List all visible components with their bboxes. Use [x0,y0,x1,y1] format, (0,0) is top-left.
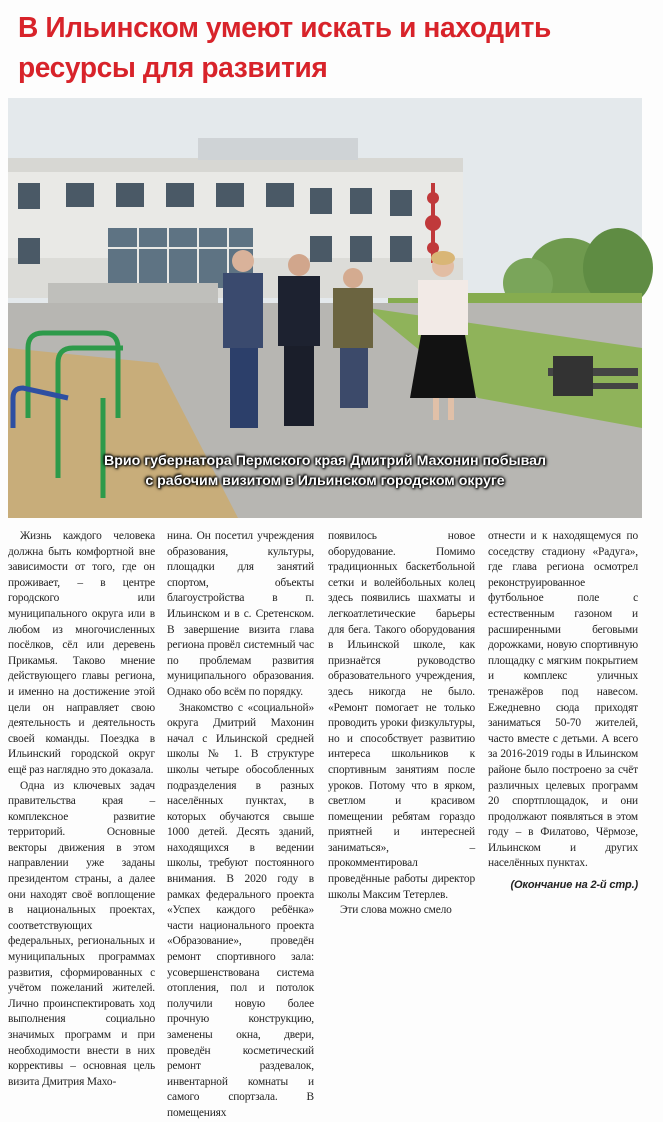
paragraph: Одна из ключевых задач правительства края – комплексное развитие территорий. Основные векторы движения в этом направлении уже заданы президентом страны, а далее они находят своё воплощение в национальных проектах, соответствующих федеральных, региональных и муниципальных программах развития, сформированных с учётом пожеланий жителей. Лично проинспектировать ход выполнения социально значимых программ и при необходимости внести в них коррективы – основная цель визита Дмитрия Махо- [8,779,155,1088]
headline-line-2: ресурсы для развития [18,52,328,84]
continuation-note: (Окончание на 2-й стр.) [510,879,638,892]
paragraph: Жизнь каждого человека должна быть комфортной вне зависимости от того, где он проживает, – в центре городского или муниципального округа или в любом из многочисленных посёлков, сёл или деревень Прикамья. Таково мнение действующего главы региона, и именно на достижение этой цели он направляет свою деятельность и деятельность своей команды. Поездка в Ильинский городской округ ещё раз наглядно это доказала. [8,530,155,776]
paragraph: нина. Он посетил учреждения образования, культуры, площадки для занятий спортом, объекты благоустройства в п. Ильинском и в с. Сретенском. В завершение визита глава региона провёл системный час по проблемам развития муниципального образования. Однако обо всём по порядку. [167,530,314,698]
photo-caption-line-2: с рабочим визитом в Ильинском городском округе [145,473,505,489]
paragraph: появилось новое оборудование. Помимо традиционных баскетбольной сетки и волейбольных колец здесь появились шахматы и легкоатлетические барьеры для бега. Такого оборудования в Ильинской школе, как признаётся руководство образовательного учреждения, здесь никогда не было. «Ремонт помогает не только проводить уроки физкультуры, но и способствует развитию интереса школьников к спортивным занятиям после уроков. Потому что в ярком, светлом и красивом помещении ребятам гораздо приятней и интересней заниматься», – прокомментировал проведённые работы директор школы Максим Тетерлев. [328,530,475,901]
article-column-1 [8,529,155,1088]
photo-caption-line-1: Врио губернатора Пермского края Дмитрий Махонин побывал [103,453,547,469]
article-photo [8,98,642,518]
article-column-3 [328,529,475,1023]
article-column-2 [167,529,314,1119]
photo-caption [8,451,642,491]
article-headline [18,8,629,88]
paragraph: отнести и к находящемуся по соседству стадиону «Радуга», где глава региона осмотрел реконструированное футбольное поле с естественным газоном и расширенными беговыми дорожками, новую спортивную площадку с мягким покрытием и комплекс уличных тренажёров под навесом. Ежедневно сюда приходят заниматься 50-70 жителей, часто вместе с детьми. А всего за 2016-2019 годы в Ильинском районе было построено за счёт различных целевых программ 20 спортплощадок, и они продолжают появляться в этом году – в Филатово, Чёрмозе, Ильинском и других населённых пунктах. [488,530,638,870]
headline-line-1: В Ильинском умеют искать и находить [18,12,551,44]
article-column-4 [488,529,638,1023]
paragraph: Знакомство с «социальной» округа Дмитрий Махонин начал с Ильинской средней школы № 1. В структуре школы четыре обособленных подразделения в разных населённых пунктах, в которых обучаются свыше 1000 детей. Десять зданий, находящихся в ведении школы, требуют постоянного внимания. В 2020 году в рамках федерального проекта «Успех каждого ребёнка» части национального проекта «Образование», проведён ремонт спортивного зала: усовершенствована система отопления, пол и потолок получили новую более прочную конструкцию, заменены окна, двери, проведён косметический ремонт раздевалок, инвентарной комнаты и самого спортзала. В помещениях [167,701,314,1119]
paragraph: Эти слова можно смело [340,904,452,917]
